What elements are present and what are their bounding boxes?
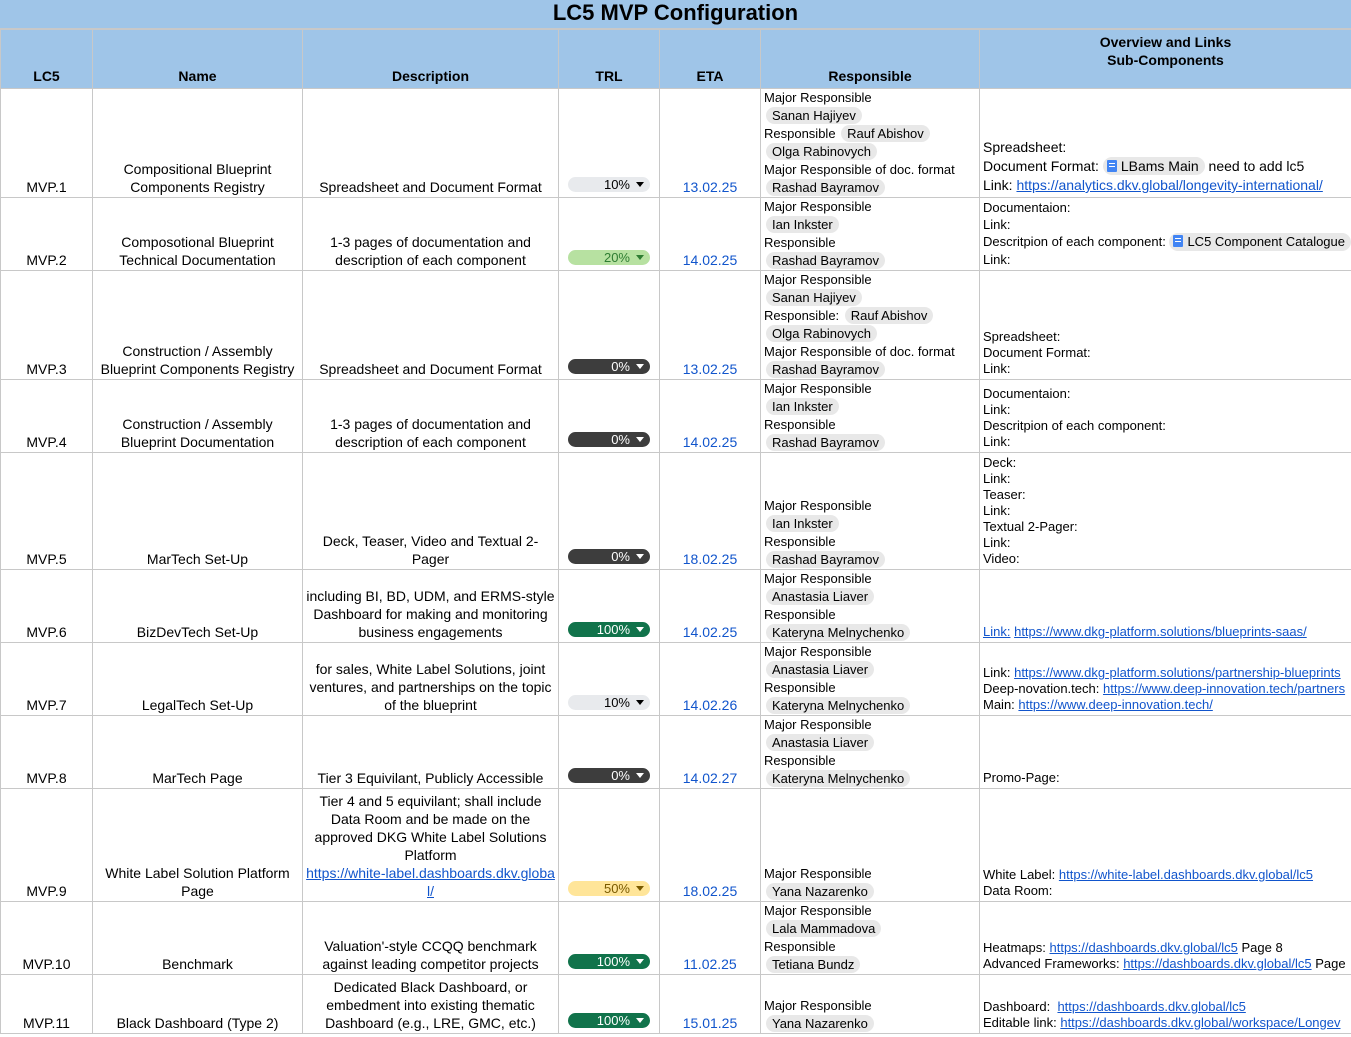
cell-description[interactable]: including BI, BD, UDM, and ERMS-style Dashboard for making and monitoring business engagements xyxy=(303,570,559,643)
cell-overview[interactable] xyxy=(980,975,1351,1034)
resp-label: Responsible: xyxy=(764,308,840,323)
resp-label: Major Responsible of doc. format xyxy=(764,344,955,359)
cell-responsible[interactable] xyxy=(761,902,980,975)
resp-label: Major Responsible xyxy=(764,903,872,918)
cell-eta[interactable]: 13.02.25 xyxy=(660,89,761,198)
person-chip[interactable]: Lala Mammadova xyxy=(766,920,881,937)
cell-name[interactable]: MarTech Set-Up xyxy=(93,453,303,570)
header-name[interactable]: Name xyxy=(93,30,303,89)
trl-value: 10% xyxy=(603,695,630,710)
cell-overview[interactable] xyxy=(980,198,1351,271)
ov-text: Link: xyxy=(983,434,1011,449)
ov-text: Heatmaps: xyxy=(983,940,1046,955)
mvp-table xyxy=(0,29,1351,1034)
resp-label: Major Responsible xyxy=(764,498,872,513)
cell-trl[interactable] xyxy=(559,570,660,643)
person-chip[interactable]: Olga Rabinovych xyxy=(766,325,877,342)
resp-label: Major Responsible xyxy=(764,998,872,1013)
cell-overview[interactable] xyxy=(980,902,1351,975)
doc-chip-label: LBams Main xyxy=(1120,158,1199,174)
cell-eta[interactable]: 14.02.27 xyxy=(660,716,761,789)
trl-dropdown[interactable] xyxy=(568,177,650,192)
ov-text: Promo-Page: xyxy=(983,770,1060,785)
trl-value: 0% xyxy=(611,432,630,447)
cell-trl[interactable] xyxy=(559,453,660,570)
cell-trl[interactable] xyxy=(559,89,660,198)
trl-dropdown[interactable] xyxy=(568,250,650,265)
resp-label: Responsible xyxy=(764,753,836,768)
person-chip[interactable]: Yana Nazarenko xyxy=(766,883,874,900)
cell-lc5[interactable]: MVP.4 xyxy=(1,380,93,453)
ov-link[interactable]: https://www.deep-innovation.tech/partners xyxy=(1102,681,1346,696)
trl-value: 0% xyxy=(611,359,630,374)
resp-label: Major Responsible xyxy=(764,717,872,732)
ov-text: Main: xyxy=(983,697,1015,712)
cell-eta[interactable]: 11.02.25 xyxy=(660,902,761,975)
cell-description[interactable]: Dedicated Black Dashboard, or embedment into existing thematic Dashboard (e.g., LRE, GMC, etc.) xyxy=(303,975,559,1034)
table-row xyxy=(1,975,1351,1034)
person-chip[interactable]: Anastasia Liaver xyxy=(766,661,874,678)
trl-dropdown[interactable] xyxy=(568,881,650,896)
resp-label: Responsible xyxy=(764,607,836,622)
person-chip[interactable]: Rashad Bayramov xyxy=(766,434,885,451)
ov-link[interactable]: https://dashboards.dkv.global/workspace/Longev xyxy=(1060,1015,1341,1030)
cell-lc5[interactable]: MVP.3 xyxy=(1,271,93,380)
resp-label: Responsible xyxy=(764,939,836,954)
trl-value: 10% xyxy=(603,177,630,192)
cell-description[interactable]: Spreadsheet and Document Format xyxy=(303,89,559,198)
cell-responsible[interactable] xyxy=(761,789,980,902)
cell-responsible[interactable] xyxy=(761,271,980,380)
cell-lc5[interactable]: MVP.2 xyxy=(1,198,93,271)
cell-name[interactable]: Construction / Assembly Blueprint Documentation xyxy=(93,380,303,453)
person-chip[interactable]: Kateryna Melnychenko xyxy=(766,624,910,641)
header-lc5[interactable]: LC5 xyxy=(1,30,93,89)
cell-overview[interactable] xyxy=(980,271,1351,380)
header-overview-line2: Sub-Components xyxy=(1107,52,1224,68)
doc-chip[interactable] xyxy=(1103,157,1205,175)
table-row xyxy=(1,380,1351,453)
header-row xyxy=(1,30,1351,89)
cell-name[interactable]: BizDevTech Set-Up xyxy=(93,570,303,643)
cell-eta[interactable]: 14.02.25 xyxy=(660,198,761,271)
cell-eta[interactable]: 14.02.25 xyxy=(660,570,761,643)
cell-responsible[interactable] xyxy=(761,453,980,570)
header-eta[interactable]: ETA xyxy=(660,30,761,89)
resp-label: Major Responsible xyxy=(764,571,872,586)
cell-eta[interactable]: 15.01.25 xyxy=(660,975,761,1034)
resp-label: Responsible xyxy=(764,235,836,250)
ov-text: Link: xyxy=(983,402,1011,417)
ov-link[interactable]: https://dashboards.dkv.global/lc5 xyxy=(1057,999,1246,1014)
person-chip[interactable]: Rauf Abishov xyxy=(841,125,930,142)
chevron-down-icon xyxy=(636,364,644,369)
person-chip[interactable]: Rashad Bayramov xyxy=(766,361,885,378)
trl-value: 100% xyxy=(596,1013,630,1028)
cell-responsible[interactable] xyxy=(761,716,980,789)
cell-overview[interactable] xyxy=(980,643,1351,716)
person-chip[interactable]: Tetiana Bundz xyxy=(766,956,860,973)
trl-value: 50% xyxy=(603,881,630,896)
ov-text: Link: xyxy=(983,665,1011,680)
resp-label: Major Responsible xyxy=(764,381,872,396)
trl-dropdown[interactable] xyxy=(568,359,650,374)
person-chip[interactable]: Yana Nazarenko xyxy=(766,1015,874,1032)
person-chip[interactable]: Anastasia Liaver xyxy=(766,734,874,751)
ov-text: Spreadsheet: xyxy=(983,139,1067,155)
cell-responsible[interactable] xyxy=(761,198,980,271)
trl-value: 0% xyxy=(611,768,630,783)
cell-description[interactable]: Tier 3 Equivilant, Publicly Accessible xyxy=(303,716,559,789)
ov-text: Link: xyxy=(983,217,1011,232)
cell-lc5[interactable]: MVP.8 xyxy=(1,716,93,789)
person-chip[interactable]: Rashad Bayramov xyxy=(766,551,885,568)
ov-link[interactable]: https://dashboards.dkv.global/lc5 xyxy=(1123,956,1312,971)
ov-text: Descritpion of each component: xyxy=(983,418,1166,433)
table-row xyxy=(1,271,1351,380)
cell-lc5[interactable]: MVP.6 xyxy=(1,570,93,643)
cell-responsible[interactable] xyxy=(761,570,980,643)
person-chip[interactable]: Ian Inkster xyxy=(766,216,839,233)
chevron-down-icon xyxy=(636,700,644,705)
ov-link[interactable]: https://dashboards.dkv.global/lc5 xyxy=(1049,940,1238,955)
cell-responsible[interactable] xyxy=(761,975,980,1034)
description-text: Tier 4 and 5 equivilant; shall include Data Room and be made on the approved DKG White Label Solutions Platform xyxy=(314,793,547,863)
cell-lc5[interactable]: MVP.10 xyxy=(1,902,93,975)
table-row xyxy=(1,716,1351,789)
cell-eta[interactable]: 18.02.25 xyxy=(660,453,761,570)
resp-label: Responsible xyxy=(764,126,836,141)
cell-name[interactable]: Compositional Blueprint Components Registry xyxy=(93,89,303,198)
header-overview[interactable] xyxy=(980,30,1351,89)
person-chip[interactable]: Olga Rabinovych xyxy=(766,143,877,160)
cell-trl[interactable] xyxy=(559,975,660,1034)
ov-text: Document Format: xyxy=(983,345,1091,360)
chevron-down-icon xyxy=(636,182,644,187)
ov-text: Spreadsheet: xyxy=(983,329,1061,344)
person-chip[interactable]: Rauf Abishov xyxy=(845,307,934,324)
table-row xyxy=(1,89,1351,198)
ov-text: Dashboard: xyxy=(983,999,1051,1014)
ov-text: Descritpion of each component: xyxy=(983,234,1166,249)
chevron-down-icon xyxy=(636,627,644,632)
chevron-down-icon xyxy=(636,1018,644,1023)
google-doc-icon xyxy=(1173,235,1183,247)
description-link[interactable]: https://white-label.dashboards.dkv.global/ xyxy=(306,865,555,899)
ov-text: Link: xyxy=(983,535,1011,550)
cell-description[interactable]: Valuation'-style CCQQ benchmark against leading competitor projects xyxy=(303,902,559,975)
resp-label: Major Responsible xyxy=(764,199,872,214)
table-row xyxy=(1,570,1351,643)
ov-text: Video: xyxy=(983,551,1020,566)
resp-label: Major Responsible xyxy=(764,272,872,287)
cell-trl[interactable] xyxy=(559,198,660,271)
cell-responsible[interactable] xyxy=(761,643,980,716)
person-chip[interactable]: Sanan Hajiyev xyxy=(766,107,862,124)
cell-description[interactable]: Spreadsheet and Document Format xyxy=(303,271,559,380)
cell-description[interactable]: 1-3 pages of documentation and description of each component xyxy=(303,198,559,271)
trl-dropdown[interactable] xyxy=(568,954,650,969)
ov-text: Documentaion: xyxy=(983,386,1071,401)
ov-link[interactable]: https://www.dkg-platform.solutions/blueprints-saas/ xyxy=(1014,624,1307,639)
cell-lc5[interactable]: MVP.5 xyxy=(1,453,93,570)
chevron-down-icon xyxy=(636,554,644,559)
cell-lc5[interactable]: MVP.1 xyxy=(1,89,93,198)
cell-name[interactable]: Composotional Blueprint Technical Documentation xyxy=(93,198,303,271)
resp-label: Responsible xyxy=(764,680,836,695)
ov-text: Link: xyxy=(983,503,1011,518)
ov-link[interactable]: https://www.deep-innovation.tech/ xyxy=(1018,697,1213,712)
person-chip[interactable]: Sanan Hajiyev xyxy=(766,289,862,306)
cell-trl[interactable] xyxy=(559,716,660,789)
resp-label: Major Responsible of doc. format xyxy=(764,162,955,177)
google-doc-icon xyxy=(1107,160,1117,172)
trl-value: 20% xyxy=(603,250,630,265)
ov-text: Link: xyxy=(983,177,1013,193)
cell-trl[interactable] xyxy=(559,643,660,716)
cell-overview[interactable] xyxy=(980,89,1351,198)
chevron-down-icon xyxy=(636,959,644,964)
trl-value: 100% xyxy=(596,622,630,637)
cell-lc5[interactable]: MVP.9 xyxy=(1,789,93,902)
ov-text: Advanced Frameworks: xyxy=(983,956,1120,971)
trl-dropdown[interactable] xyxy=(568,622,650,637)
cell-eta[interactable]: 14.02.26 xyxy=(660,643,761,716)
ov-text: Editable link: xyxy=(983,1015,1057,1030)
trl-value: 0% xyxy=(611,549,630,564)
cell-overview[interactable] xyxy=(980,453,1351,570)
cell-name[interactable]: Construction / Assembly Blueprint Components Registry xyxy=(93,271,303,380)
ov-text: Documentaion: xyxy=(983,200,1071,215)
ov-text: Page xyxy=(1315,956,1346,971)
table-row xyxy=(1,643,1351,716)
trl-dropdown[interactable] xyxy=(568,549,650,564)
person-chip[interactable]: Ian Inkster xyxy=(766,515,839,532)
table-row xyxy=(1,789,1351,902)
ov-link[interactable]: https://white-label.dashboards.dkv.global/lc5 xyxy=(1058,867,1314,882)
table-row xyxy=(1,453,1351,570)
cell-name[interactable]: MarTech Page xyxy=(93,716,303,789)
cell-trl[interactable] xyxy=(559,789,660,902)
ov-text: Teaser: xyxy=(983,487,1026,502)
cell-description[interactable]: 1-3 pages of documentation and description of each component xyxy=(303,380,559,453)
cell-lc5[interactable]: MVP.7 xyxy=(1,643,93,716)
person-chip[interactable]: Kateryna Melnychenko xyxy=(766,770,910,787)
cell-description[interactable] xyxy=(303,789,559,902)
ov-text: Data Room: xyxy=(983,883,1053,898)
chevron-down-icon xyxy=(636,886,644,891)
cell-eta[interactable]: 13.02.25 xyxy=(660,271,761,380)
cell-eta[interactable]: 14.02.25 xyxy=(660,380,761,453)
ov-text: Document Format: xyxy=(983,158,1099,174)
ov-text: Deck: xyxy=(983,455,1017,470)
ov-text: Link: xyxy=(983,624,1011,639)
person-chip[interactable]: Kateryna Melnychenko xyxy=(766,697,910,714)
cell-name[interactable]: Black Dashboard (Type 2) xyxy=(93,975,303,1034)
ov-text: Link: xyxy=(983,252,1011,267)
trl-dropdown[interactable] xyxy=(568,768,650,783)
ov-text: Page 8 xyxy=(1241,940,1283,955)
table-row xyxy=(1,902,1351,975)
table-row xyxy=(1,198,1351,271)
resp-label: Major Responsible xyxy=(764,90,872,105)
header-trl[interactable]: TRL xyxy=(559,30,660,89)
doc-chip[interactable] xyxy=(1169,233,1351,251)
ov-text: need to add lc5 xyxy=(1208,158,1305,174)
doc-chip-label: LC5 Component Catalogue xyxy=(1187,234,1346,249)
resp-label: Major Responsible xyxy=(764,644,872,659)
ov-link[interactable]: https://www.dkg-platform.solutions/partnership-blueprints xyxy=(1014,665,1341,680)
ov-text: Textual 2-Pager: xyxy=(983,519,1078,534)
cell-trl[interactable] xyxy=(559,271,660,380)
cell-overview[interactable] xyxy=(980,789,1351,902)
cell-overview[interactable] xyxy=(980,570,1351,643)
resp-label: Responsible xyxy=(764,417,836,432)
cell-responsible[interactable] xyxy=(761,89,980,198)
chevron-down-icon xyxy=(636,255,644,260)
person-chip[interactable]: Rashad Bayramov xyxy=(766,252,885,269)
cell-overview[interactable] xyxy=(980,716,1351,789)
trl-dropdown[interactable] xyxy=(568,432,650,447)
person-chip[interactable]: Rashad Bayramov xyxy=(766,179,885,196)
trl-dropdown[interactable] xyxy=(568,1013,650,1028)
resp-label: Responsible xyxy=(764,534,836,549)
chevron-down-icon xyxy=(636,437,644,442)
trl-dropdown[interactable] xyxy=(568,695,650,710)
ov-link[interactable]: https://analytics.dkv.global/longevity-international/ xyxy=(1016,177,1323,193)
header-description[interactable]: Description xyxy=(303,30,559,89)
sheet-title: LC5 MVP Configuration xyxy=(0,0,1351,29)
cell-trl[interactable] xyxy=(559,902,660,975)
cell-name[interactable]: White Label Solution Platform Page xyxy=(93,789,303,902)
header-overview-line1: Overview and Links xyxy=(1099,34,1232,50)
header-responsible[interactable]: Responsible xyxy=(761,30,980,89)
ov-text: Link: xyxy=(983,471,1011,486)
chevron-down-icon xyxy=(636,773,644,778)
ov-text: Deep-novation.tech: xyxy=(983,681,1100,696)
cell-description[interactable]: for sales, White Label Solutions, joint ventures, and partnerships on the topic of the blueprint xyxy=(303,643,559,716)
ov-text: White Label: xyxy=(983,867,1056,882)
trl-value: 100% xyxy=(596,954,630,969)
cell-eta[interactable]: 18.02.25 xyxy=(660,789,761,902)
resp-label: Major Responsible xyxy=(764,866,872,881)
person-chip[interactable]: Ian Inkster xyxy=(766,398,839,415)
cell-overview[interactable] xyxy=(980,380,1351,453)
cell-description[interactable]: Deck, Teaser, Video and Textual 2-Pager xyxy=(303,453,559,570)
cell-lc5[interactable]: MVP.11 xyxy=(1,975,93,1034)
cell-name[interactable]: LegalTech Set-Up xyxy=(93,643,303,716)
cell-responsible[interactable] xyxy=(761,380,980,453)
ov-text: Link: xyxy=(983,361,1011,376)
person-chip[interactable]: Anastasia Liaver xyxy=(766,588,874,605)
cell-name[interactable]: Benchmark xyxy=(93,902,303,975)
cell-trl[interactable] xyxy=(559,380,660,453)
